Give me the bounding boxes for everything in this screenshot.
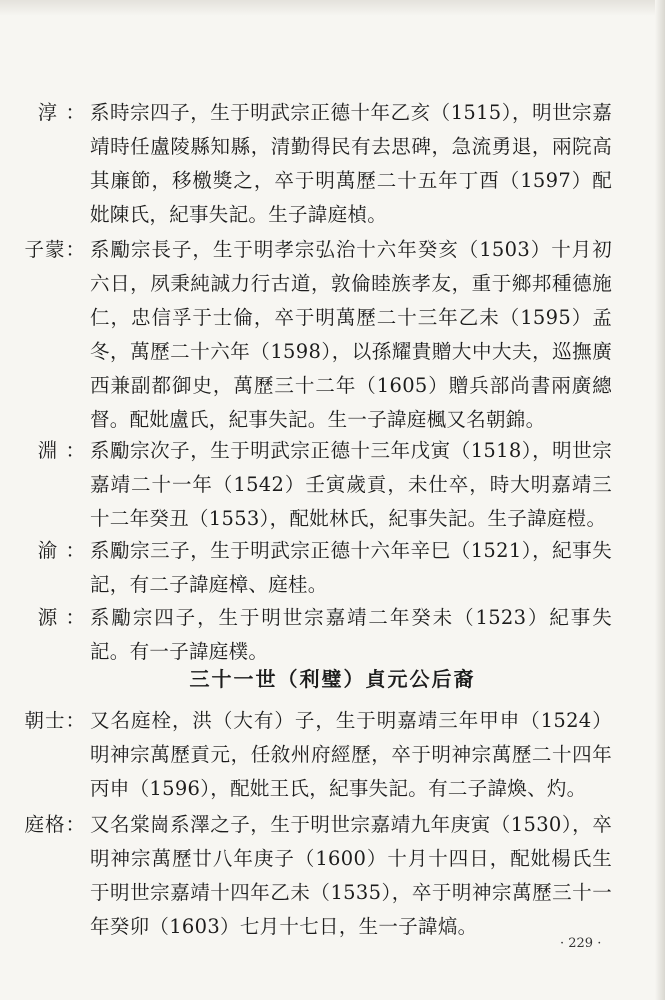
entry-text: 又名庭栓，洪（大有）子，生于明嘉靖三年甲申（1524）明神宗萬歷貢元，任敘州府經歷，卒于明神宗萬歷二十四年丙申（1596），配妣王氏，紀事失記。有二子諱煥、灼。 (90, 709, 612, 800)
entry-text: 系勵宗三子，生于明武宗正德十六年辛巳（1521），紀事失記，有二子諱庭樟、庭桂。 (90, 539, 612, 596)
entry-name: 渝 ： (37, 539, 86, 562)
entry-text: 系勵宗次子，生于明武宗正德十三年戊寅（1518），明世宗嘉靖二十一年（1542）壬寅歲貢，未仕卒，時大明嘉靖三十二年癸丑（1553），配妣林氏，紀事失記。生子諱庭榿。 (90, 439, 612, 530)
entry-name: 源 ： (37, 606, 86, 629)
entry-name: 淳 ： (37, 101, 86, 124)
entry-name: 淵 ： (37, 439, 86, 462)
entry-text: 系勵宗四子，生于明世宗嘉靖二年癸未（1523）紀事失記。有一子諱庭樸。 (90, 606, 612, 663)
entry-name: 朝士： (24, 709, 86, 732)
entry-text: 又名棠崗系澤之子，生于明世宗嘉靖九年庚寅（1530），卒明神宗萬歷廿八年庚子（1600）十月十四日，配妣楊氏生于明世宗嘉靖十四年乙未（1535），卒于明神宗萬歷三十一年癸卯（1603）七月十七日，生一子諱熇。 (90, 813, 612, 938)
entry-name: 子蒙： (24, 238, 86, 261)
section-heading: 三十一世（利璧）貞元公后裔 (189, 667, 476, 691)
page-number: · 229 · (560, 936, 602, 951)
entry-text: 系勵宗長子，生于明孝宗弘治十六年癸亥（1503）十月初六日，夙秉純誠力行古道，敦倫睦族孝友，重于鄉邦種德施仁，忠信孚于士倫，卒于明萬歷二十三年乙未（1595）孟冬，萬歷二十六年（1598），以孫耀貴贈大中大夫，巡撫廣西兼副都御史，萬歷三十二年（1605）贈兵部尚書兩廣總督。配妣盧氏，紀事失記。生一子諱庭楓又名朝錦。 (90, 238, 612, 431)
entry-name: 庭格： (24, 813, 86, 836)
entry-text: 系時宗四子，生于明武宗正德十年乙亥（1515），明世宗嘉靖時任盧陵縣知縣，清勤得民有去思碑，急流勇退，兩院高其廉節，移檄獎之，卒于明萬歷二十五年丁酉（1597）配妣陳氏，紀事失記。生子諱庭楨。 (90, 101, 612, 226)
